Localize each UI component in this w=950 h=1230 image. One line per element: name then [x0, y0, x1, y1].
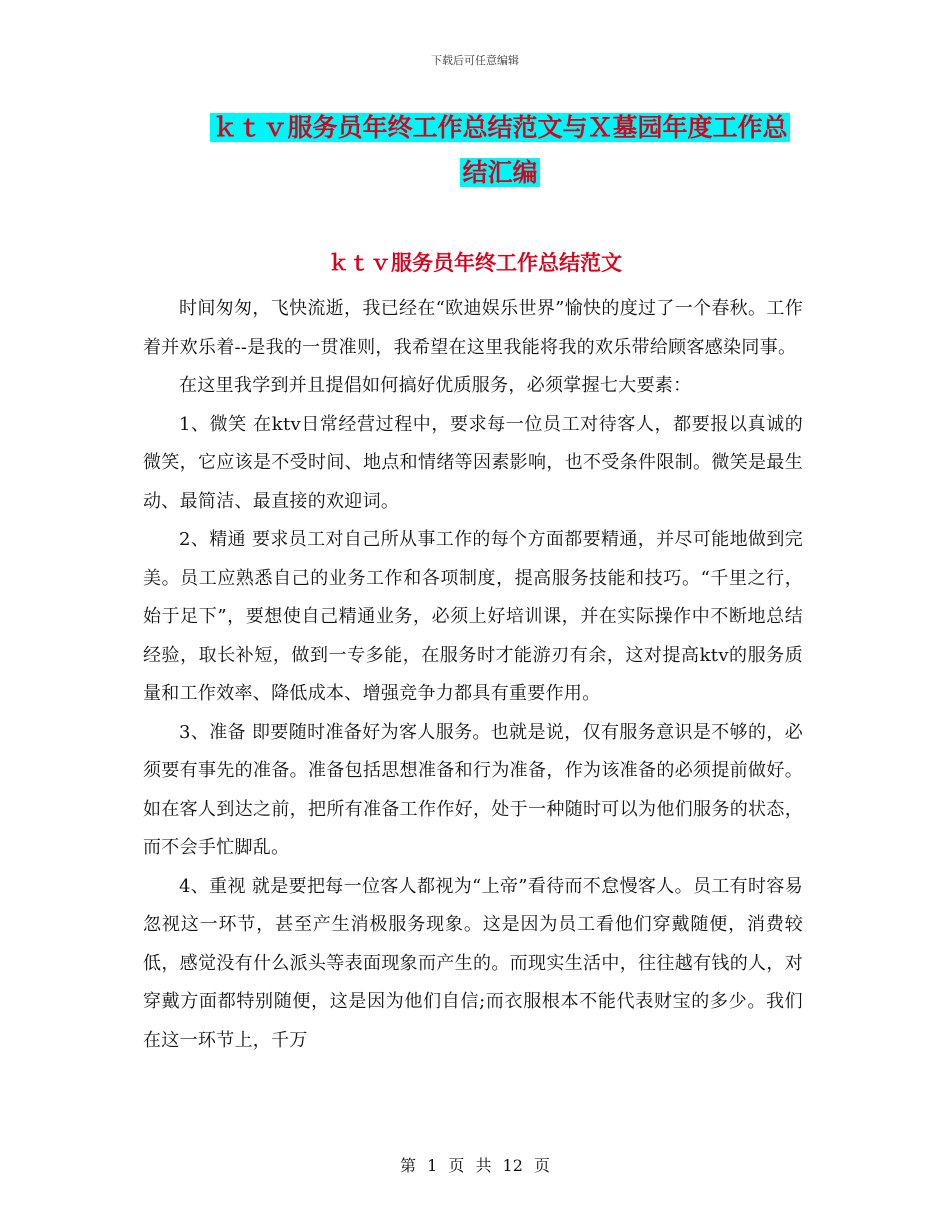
paragraph: 在这里我学到并且提倡如何搞好优质服务，必须掌握七大要素： [179, 375, 692, 396]
header-note: 下载后可任意编辑 [431, 54, 519, 67]
page-number-footer: 第 1 页 共 12 页 [400, 1156, 550, 1175]
document-title-line-2 [190, 153, 810, 193]
document-title-text-2: 结汇编 [462, 158, 538, 187]
document-title-line-1 [190, 108, 810, 148]
document-title-text-1: ｋｔｖ服务员年终工作总结范文与Ｘ墓园年度工作总 [212, 113, 788, 142]
body-text [143, 290, 803, 1060]
paragraph: 时间匆匆，飞快流逝，我已经在“欧迪娱乐世界”愉快的度过了一个春秋。工作着并欢乐着--是我的一贯准则，我希望在这里我能将我的欢乐带给顾客感染同事。 [143, 298, 803, 358]
section-title: ｋｔｖ服务员年终工作总结范文 [328, 251, 622, 275]
paragraph: 1、微笑 在ktv日常经营过程中，要求每一位员工对待客人，都要报以真诚的微笑，它应该是不受时间、地点和情绪等因素影响，也不受条件限制。微笑是最生动、最简洁、最直接的欢迎词。 [143, 413, 803, 512]
paragraph: 3、准备 即要随时准备好为客人服务。也就是说，仅有服务意识是不够的，必须要有事先的准备。准备包括思想准备和行为准备，作为该准备的必须提前做好。如在客人到达之前，把所有准备工作作好，处于一种随时可以为他们服务的状态，而不会手忙脚乱。 [143, 721, 803, 858]
paragraph: 2、精通 要求员工对自己所从事工作的每个方面都要精通，并尽可能地做到完美。员工应熟悉自己的业务工作和各项制度，提高服务技能和技巧。“千里之行，始于足下”，要想使自己精通业务，必须上好培训课，并在实际操作中不断地总结经验，取长补短，做到一专多能，在服务时才能游刃有余，这对提高ktv的服务质量和工作效率、降低成本、增强竞争力都具有重要作用。 [143, 529, 803, 704]
paragraph: 4、重视 就是要把每一位客人都视为“上帝”看待而不怠慢客人。员工有时容易忽视这一环节，甚至产生消极服务现象。这是因为员工看他们穿戴随便，消费较低，感觉没有什么派头等表面现象而产生的。而现实生活中，往往越有钱的人，对穿戴方面都特别随便，这是因为他们自信;而衣服根本不能代表财宝的多少。我们在这一环节上，千万 [143, 875, 803, 1051]
